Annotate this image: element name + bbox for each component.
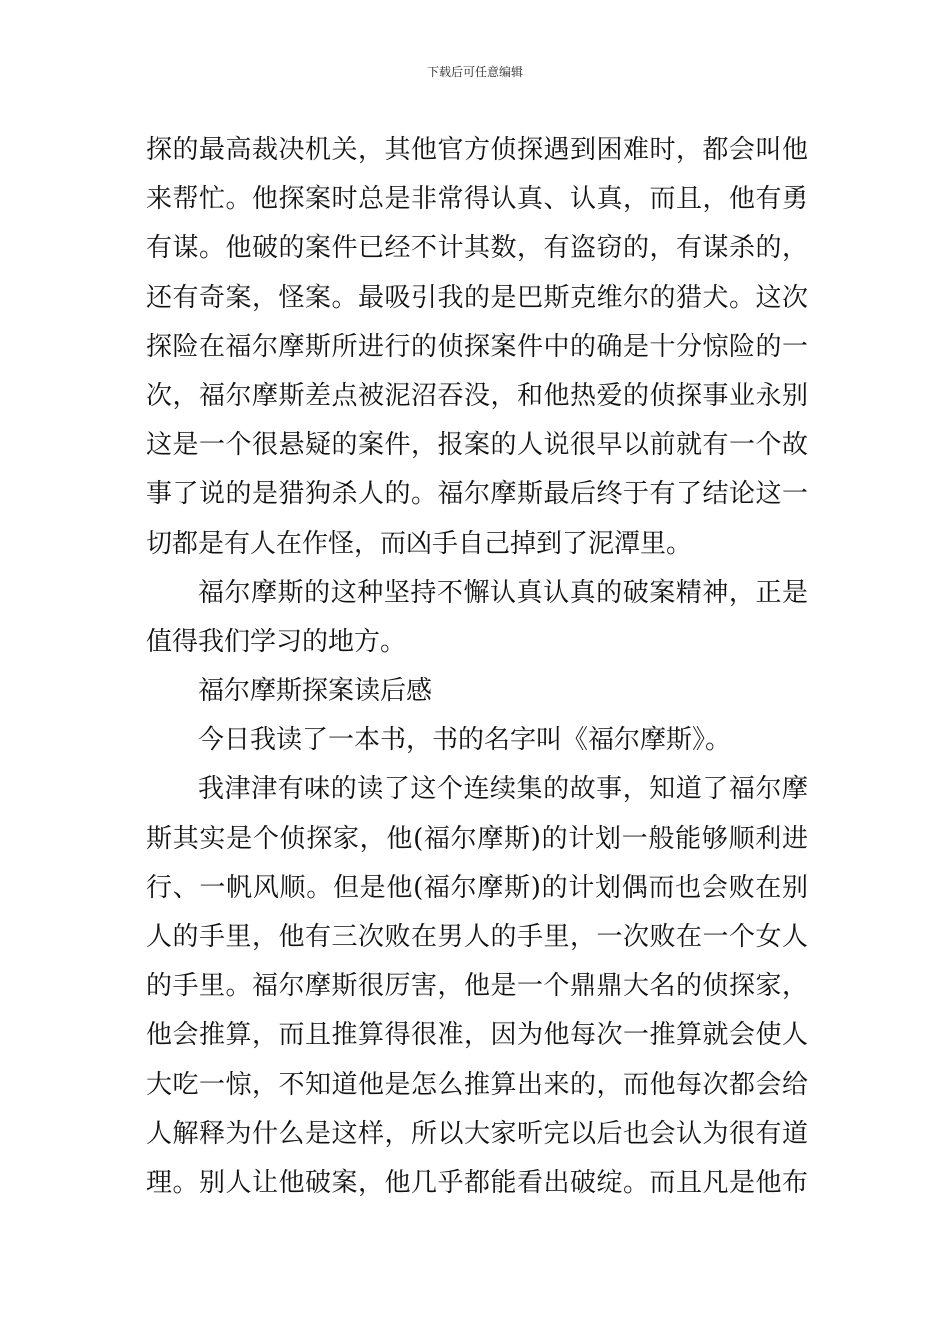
text-line: 还有奇案，怪案。最吸引我的是巴斯克维尔的猎犬。这次 <box>146 282 808 313</box>
text-line: 他会推算，而且推算得很准，因为他每次一推算就会使人 <box>146 1020 808 1051</box>
text-line: 大吃一惊，不知道他是怎么推算出来的，而他每次都会给 <box>146 1069 808 1100</box>
text-line: 探的最高裁决机关，其他官方侦探遇到困难时，都会叫他 <box>146 135 808 165</box>
text-line: 这是一个很悬疑的案件，报案的人说很早以前就有一个故 <box>146 430 808 461</box>
text-line: 理。别人让他破案，他几乎都能看出破绽。而且凡是他布 <box>146 1167 808 1198</box>
body-text <box>146 126 808 1208</box>
text-line: 有谋。他破的案件已经不计其数，有盗窃的，有谋杀的， <box>146 233 808 264</box>
page-header: 下载后可任意编辑 <box>426 65 523 79</box>
text-line: 次，福尔摩斯差点被泥沼吞没，和他热爱的侦探事业永别 <box>146 380 808 411</box>
text-line: 人解释为什么是这样，所以大家听完以后也会认为很有道 <box>146 1118 808 1149</box>
text-line: 今日我读了一本书，书的名字叫《福尔摩斯》。 <box>198 725 732 756</box>
text-line: 探险在福尔摩斯所进行的侦探案件中的确是十分惊险的一 <box>146 331 808 362</box>
text-line: 切都是有人在作怪，而凶手自己掉到了泥潭里。 <box>146 528 693 559</box>
text-line: 事了说的是猎狗杀人的。福尔摩斯最后终于有了结论这一 <box>146 479 808 510</box>
text-line: 福尔摩斯探案读后感 <box>198 676 433 707</box>
text-line: 的手里。福尔摩斯很厉害，他是一个鼎鼎大名的侦探家， <box>146 971 808 1002</box>
text-line: 人的手里，他有三次败在男人的手里，一次败在一个女人 <box>146 922 808 952</box>
text-line: 值得我们学习的地方。 <box>146 626 407 657</box>
text-line: 斯其实是个侦探家，他(福尔摩斯)的计划一般能够顺利进 <box>146 823 808 854</box>
text-line: 来帮忙。他探案时总是非常得认真、认真，而且，他有勇 <box>146 184 808 215</box>
text-line: 行、一帆风顺。但是他(福尔摩斯)的计划偶而也会败在别 <box>146 872 808 903</box>
text-line: 我津津有味的读了这个连续集的故事，知道了福尔摩 <box>198 774 808 805</box>
text-line: 福尔摩斯的这种坚持不懈认真认真的破案精神，正是 <box>198 577 808 608</box>
